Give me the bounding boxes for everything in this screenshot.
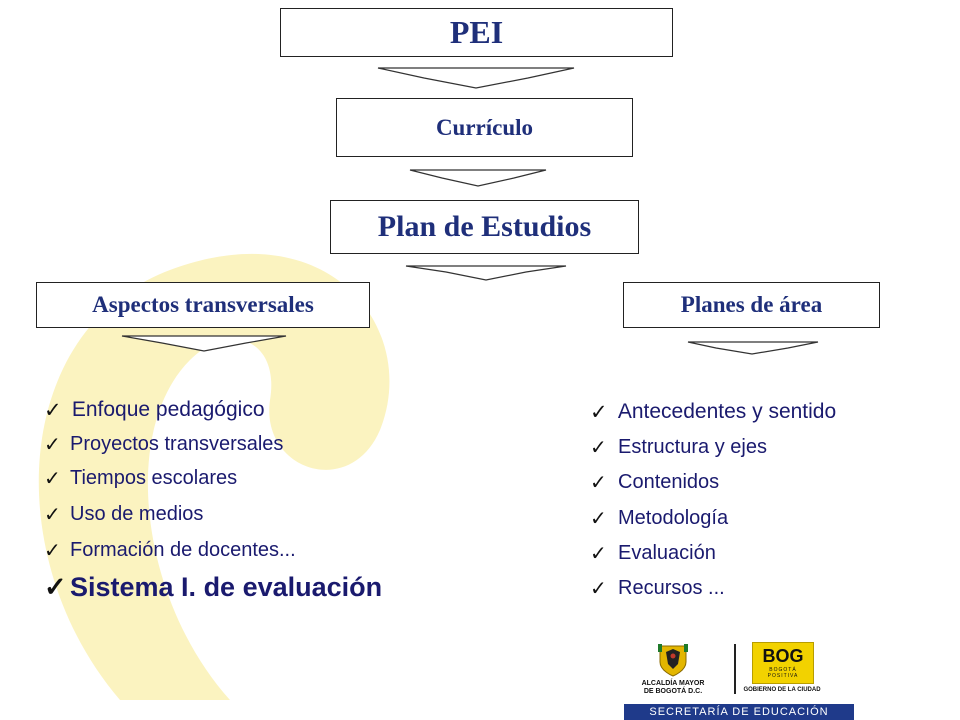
- aspectos-transversales-label: Aspectos transversales: [92, 292, 314, 317]
- list-item: ✓ Contenidos: [590, 471, 720, 494]
- checkmark-icon: ✓: [590, 400, 608, 424]
- curriculo-label: Currículo: [435, 114, 534, 140]
- list-item: ✓ Metodología: [590, 506, 729, 530]
- checkmark-icon: ✓: [590, 437, 607, 459]
- pei-box: [280, 8, 673, 57]
- aspectos-list: [44, 393, 382, 606]
- bogota-positiva-logo: BOG BOGOTÁ POSITIVA: [752, 642, 814, 684]
- list-item: ✓ Sistema I. de evaluación: [44, 571, 383, 602]
- alcaldia-text: ALCALDÍA MAYOR DE BOGOTÁ D.C.: [641, 680, 705, 695]
- pei-label: PEI: [449, 14, 504, 50]
- list-item: ✓ Evaluación: [590, 542, 716, 565]
- secretaria-label: SECRETARÍA DE EDUCACIÓN: [649, 706, 829, 718]
- planes-area-box: [623, 282, 880, 328]
- list-item: ✓ Formación de docentes...: [44, 538, 296, 562]
- checkmark-icon: ✓: [590, 577, 607, 600]
- plan-estudios-box: [330, 200, 639, 254]
- list-item: ✓ Uso de medios: [44, 502, 204, 526]
- checkmark-icon: ✓: [590, 472, 607, 494]
- list-item: ✓ Proyectos transversales: [44, 432, 284, 456]
- list-item: ✓ Antecedentes y sentido: [590, 400, 837, 424]
- checkmark-icon: ✓: [44, 433, 61, 456]
- footer-logos: [624, 638, 854, 702]
- checkmark-icon: ✓: [590, 543, 607, 565]
- curriculo-box: [336, 98, 633, 157]
- list-item: ✓ Tiempos escolares: [44, 467, 238, 490]
- checkmark-icon: ✓: [44, 503, 61, 526]
- checkmark-icon: ✓: [44, 571, 67, 602]
- checkmark-icon: ✓: [590, 507, 607, 530]
- secretaria-bar: [624, 704, 854, 720]
- list-item: ✓ Estructura y ejes: [590, 436, 767, 459]
- list-item: ✓ Recursos ...: [590, 576, 725, 600]
- list-item: ✓ Enfoque pedagógico: [44, 398, 265, 422]
- planes-list: [590, 394, 836, 605]
- plan-estudios-label: Plan de Estudios: [377, 210, 592, 243]
- logo-divider: [734, 644, 736, 694]
- checkmark-icon: ✓: [44, 398, 62, 422]
- coat-of-arms-icon: [656, 642, 690, 678]
- planes-area-label: Planes de área: [680, 292, 823, 317]
- gobierno-text: GOBIERNO DE LA CIUDAD: [743, 687, 821, 693]
- checkmark-icon: ✓: [44, 539, 61, 562]
- aspectos-transversales-box: [36, 282, 370, 328]
- checkmark-icon: ✓: [44, 468, 61, 490]
